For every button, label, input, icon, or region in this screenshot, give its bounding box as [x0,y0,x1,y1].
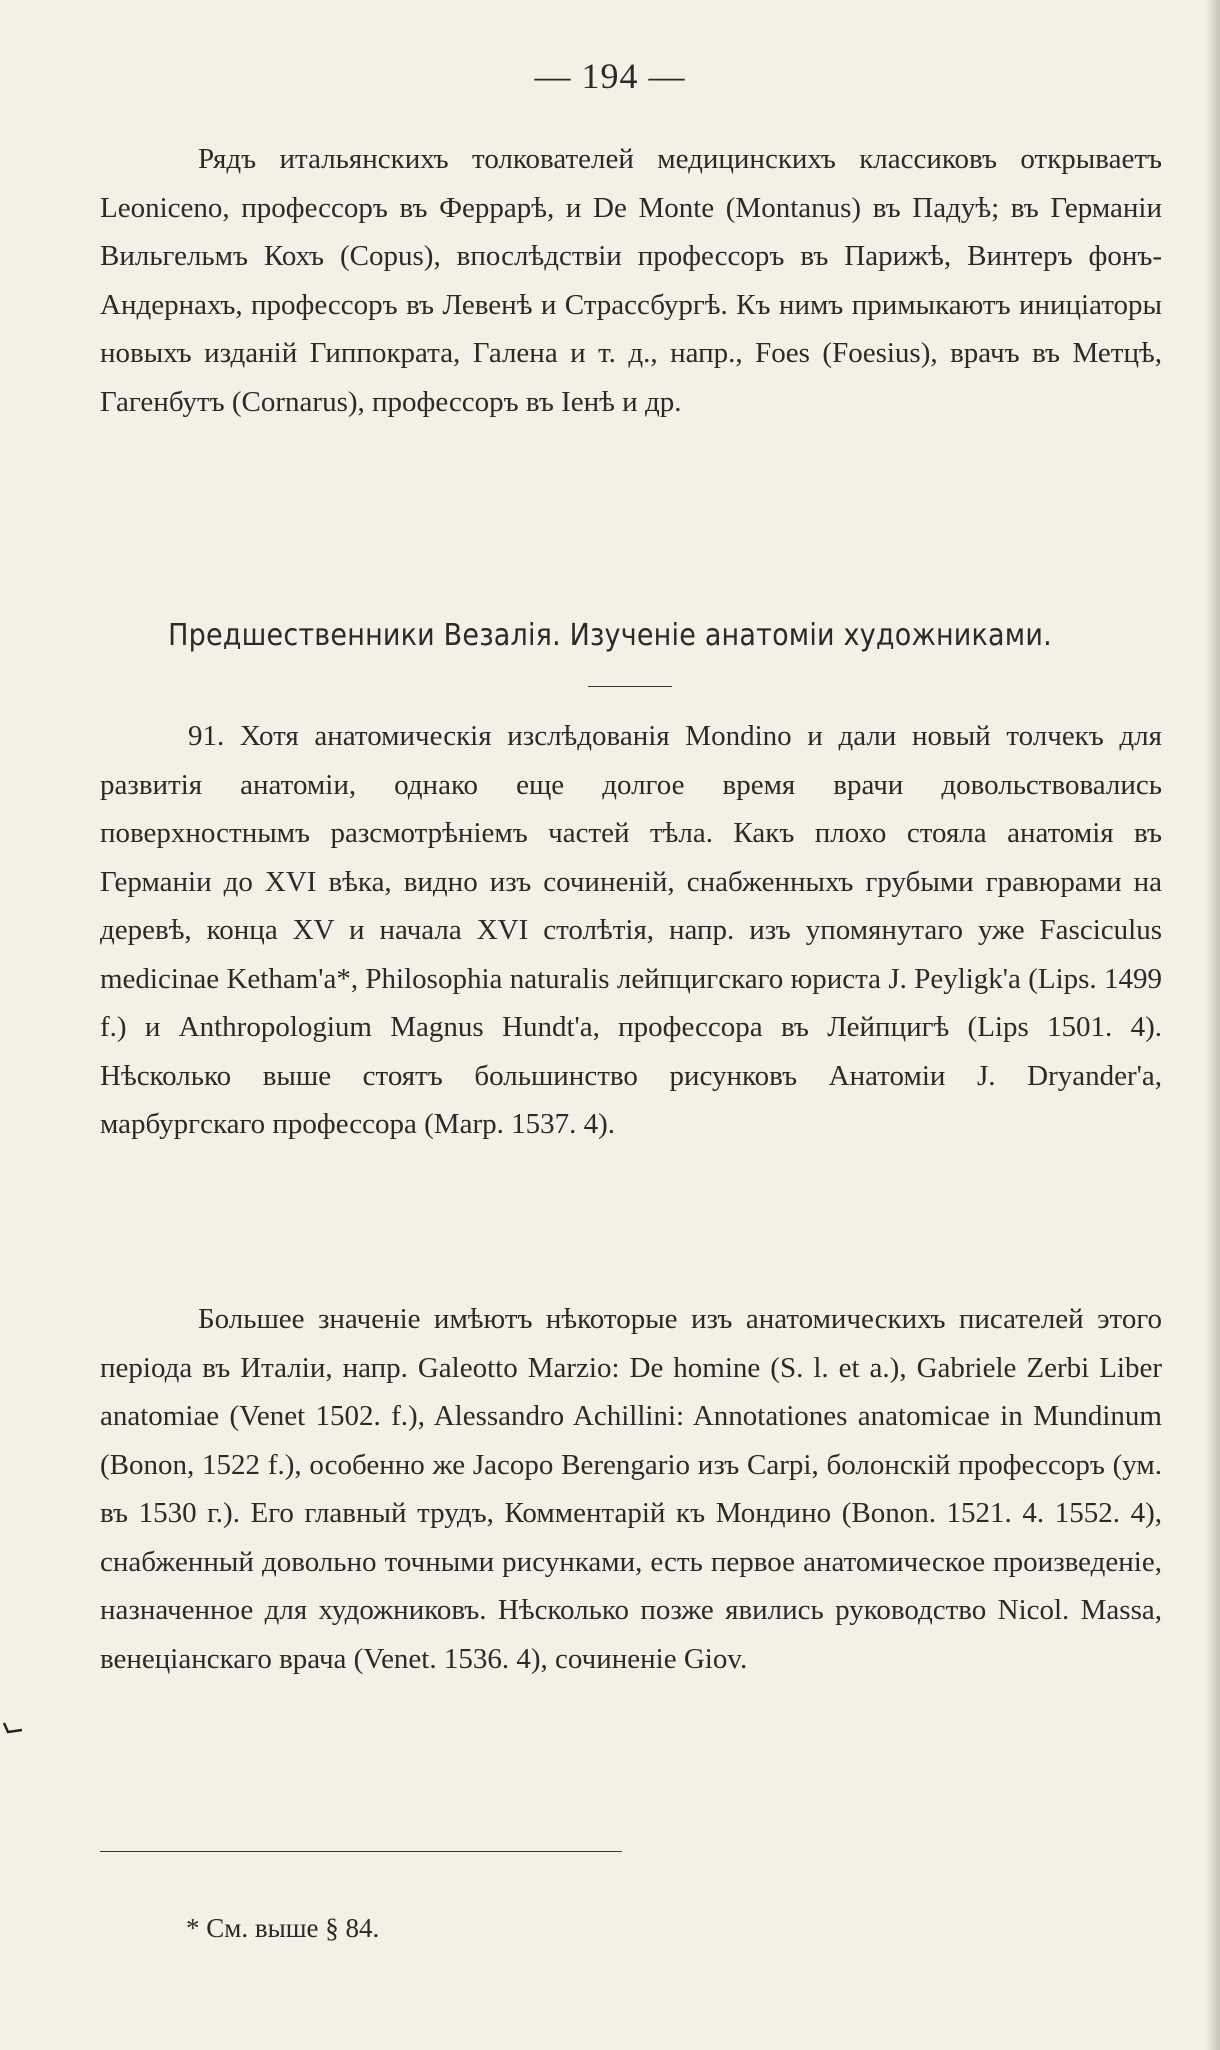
paragraph-91 [100,712,1162,1149]
section-heading: Предшественники Везалія. Изученіе анатоміи художниками. [168,618,1052,653]
footnote: * См. выше § 84. [186,1913,380,1943]
paragraph-commentators [100,135,1162,426]
heading-divider [588,686,672,687]
margin-mark-icon [2,1718,26,1736]
paragraph-italian-anatomists [100,1295,1162,1683]
paragraph-text: 91. Хотя анатомическія изслѣдованія Mondino и дали новый толчекъ для развитія анатоміи, однако еще долгое время врачи довольствовались поверхностнымъ разсмотрѣніемъ частей тѣла. Какъ плохо стояла анатомія въ Германіи до XVI вѣка, видно изъ сочиненій, снабженныхъ грубыми гравюрами на деревѣ, конца XV и начала XVI столѣтія, напр. изъ упомянутаго уже Fasciculus medicinae Ketham'a*, Philosophia naturalis лейпцигскаго юриста J. Peyligk'a (Lips. 1499 f.) и Anthropologium Magnus Hundt'a, профессора въ Лейпцигѣ (Lips 1501. 4). Нѣсколько выше стоятъ большинство рисунковъ Анатоміи J. Dryander'a, марбургскаго профессора (Marp. 1537. 4). [100,720,1162,1140]
page-edge-shadow [1206,0,1220,2050]
paragraph-text: Большее значеніе имѣютъ нѣкоторые изъ анатомическихъ писателей этого періода въ Италіи, напр. Galeotto Marzio: De homine (S. l. et a.), Gabriele Zerbi Liber anatomiae (Venet 1502. f.), Alessandro Achillini: Annotationes anatomicae in Mundinum (Bonon, 1522 f.), особенно же Jacopo Berengario изъ Carpi, болонскій профессоръ (ум. въ 1530 г.). Его главный трудъ, Комментарій къ Мондино (Bonon. 1521. 4. 1552. 4), снабженный довольно точными рисунками, есть первое анатомическое произведеніе, назначенное для художниковъ. Нѣсколько позже явились руководство Nicol. Massa, венеціанскаго врача (Venet. 1536. 4), сочиненіе Giov. [100,1303,1162,1675]
paragraph-text: Рядъ итальянскихъ толкователей медицинскихъ классиковъ открываетъ Leoniceno, профессоръ въ Феррарѣ, и De Monte (Montanus) въ Падуѣ; въ Германіи Вильгельмъ Кохъ (Copus), впослѣдствіи профессоръ въ Парижѣ, Винтеръ фонъ-Андернахъ, профессоръ въ Левенѣ и Страссбургѣ. Къ нимъ примыкаютъ иниціаторы новыхъ изданій Гиппократа, Галена и т. д., напр., Foes (Foesius), врачъ въ Метцѣ, Гагенбутъ (Cornarus), профессоръ въ Іенѣ и др. [100,143,1162,418]
footnote-divider [100,1851,622,1852]
page-number: — 194 — [534,56,686,96]
